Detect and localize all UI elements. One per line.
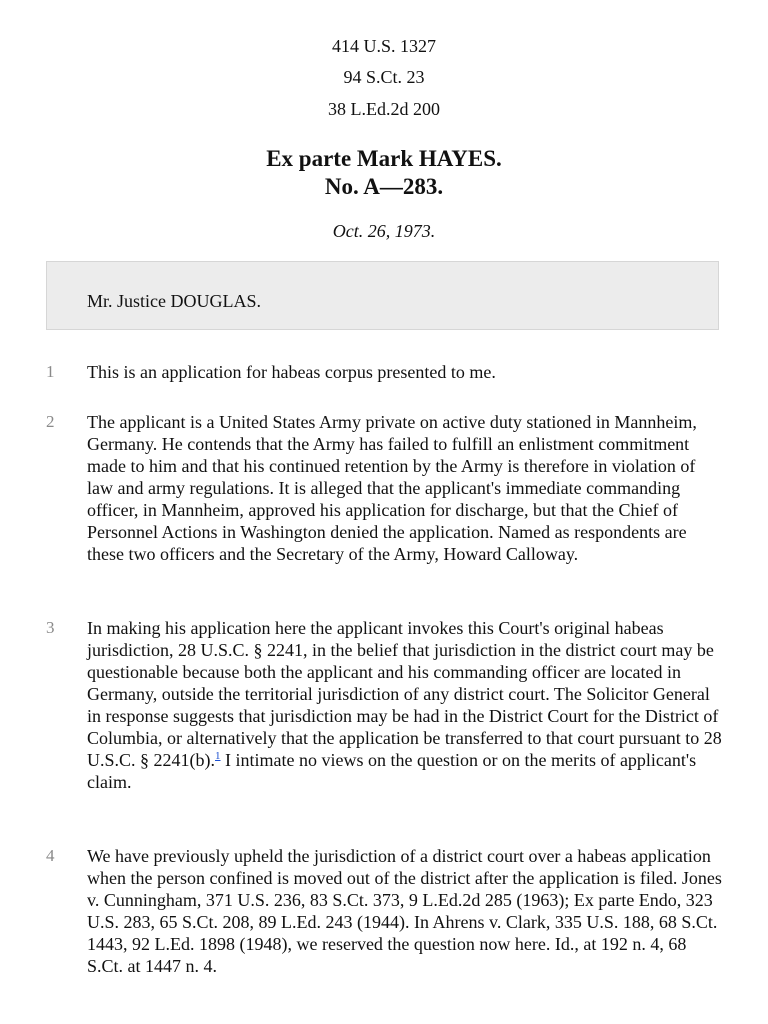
opinion-author: Mr. Justice DOUGLAS. [87,291,261,311]
citation-led: 38 L.Ed.2d 200 [328,99,440,119]
decision-date: Oct. 26, 1973. [332,221,436,241]
paragraph-text-part: I intimate no views on the question or on the merits of applicant's claim. [87,750,697,792]
paragraph-number: 1 [46,362,55,381]
paragraph-number: 4 [46,846,55,865]
citation-us: 414 U.S. 1327 [331,36,436,56]
paragraph-text [87,617,723,793]
paragraph-number: 2 [46,412,55,431]
opinion-header-box [46,261,719,330]
footnote-1-link[interactable]: 1 [215,750,221,762]
paragraph-text-part: In making his application here the applicant invokes this Court's original habeas jurisdiction, 28 U.S.C. § 2241, in the belief that jurisdiction in the district court may be questionable because both the applicant and his commanding officer are located in Germany, outside the territorial jurisdiction of any district court. The Solicitor General in response suggests that jurisdiction may be had in the District Court for the District of Columbia, or alternatively that the application be transferred to that court pursuant to 28 U.S.C. § 2241(b). [87,618,722,770]
paragraph-number: 3 [46,618,55,637]
citation-sct: 94 S.Ct. 23 [343,67,425,87]
paragraph-text: The applicant is a United States Army private on active duty stationed in Mannheim, Germany. He contends that the Army has failed to fulfill an enlistment commitment made to him and that his continued retention by the Army is therefore in violation of law and army regulations. It is alleged that the applicant's immediate commanding officer, in Mannheim, approved his application for discharge, but that the Chief of Personnel Actions in Washington denied the application. Named as respondents are these two officers and the Secretary of the Army, Howard Calloway. [87,412,697,564]
paragraph-text: We have previously upheld the jurisdiction of a district court over a habeas application when the person confined is moved out of the district after the application is filed. Jones v. Cunningham, 371 U.S. 236, 83 S.Ct. 373, 9 L.Ed.2d 285 (1963); Ex parte Endo, 323 U.S. 283, 65 S.Ct. 208, 89 L.Ed. 243 (1944). In Ahrens v. Clark, 335 U.S. 188, 68 S.Ct. 1443, 92 L.Ed. 1898 (1948), we reserved the question now here. Id., at 192 n. 4, 68 S.Ct. at 1447 n. 4. [87,846,722,976]
paragraph-text: This is an application for habeas corpus presented to me. [87,362,496,382]
docket-number: No. A—283. [324,174,444,199]
case-title: Ex parte Mark HAYES. [266,146,502,171]
